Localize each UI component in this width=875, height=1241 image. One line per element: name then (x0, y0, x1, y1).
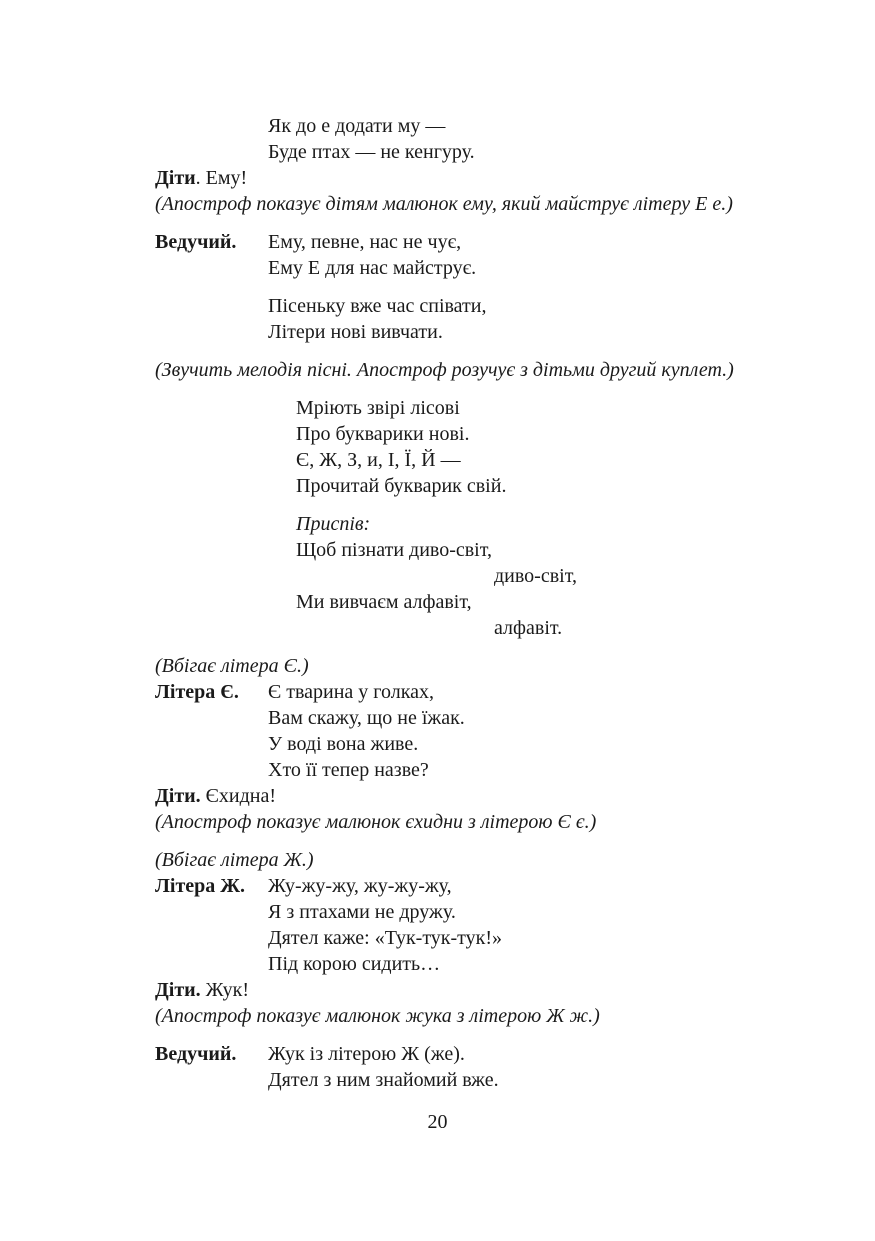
speaker-name: Літера Ж. (155, 875, 246, 897)
verse-line: Жук із літерою Ж (же). (268, 1043, 465, 1065)
stage-direction: (Вбігає літера Є.) (155, 655, 309, 677)
verse-line: Ему Е для нас майструє. (268, 257, 477, 279)
stage-direction: (Звучить мелодія пісні. Апостроф розучує з дітьми другий куплет.) (155, 359, 734, 381)
dialogue-text: Єхидна! (200, 785, 276, 807)
speaker-name: Діти. (155, 979, 201, 1001)
verse-line: Літери нові вивчати. (268, 321, 443, 343)
verse-line: Є тварина у голках, (268, 681, 434, 703)
speaker-name: Діти. (155, 785, 201, 807)
verse-line: Жу-жу-жу, жу-жу-жу, (268, 875, 452, 897)
verse-line: Я з птахами не дружу. (268, 901, 456, 923)
stage-direction: (Апостроф показує малюнок єхидни з літерою Є є.) (155, 811, 597, 833)
speaker-name: Ведучий. (155, 231, 237, 253)
dialogue-line (155, 166, 247, 190)
verse-line: Буде птах — не кенгуру. (268, 141, 475, 163)
song-line: Про букварики нові. (296, 423, 470, 445)
song-line: Є, Ж, З, и, І, Ї, Й — (296, 449, 461, 471)
verse-line: Хто її тепер назве? (268, 759, 429, 781)
song-line: Щоб пізнати диво-світ, (296, 539, 492, 561)
song-line: Прочитай букварик свій. (296, 475, 507, 497)
verse-line: У воді вона живе. (268, 733, 419, 755)
dialogue-text: Жук! (200, 979, 249, 1001)
verse-line: Пісеньку вже час співати, (268, 295, 487, 317)
speaker-name: Літера Є. (155, 681, 239, 703)
verse-line: Під корою сидить… (268, 953, 441, 975)
speaker-name: Ведучий. (155, 1043, 237, 1065)
speaker-name: Діти (155, 167, 196, 189)
dialogue-line (155, 978, 249, 1002)
song-line: алфавіт. (494, 617, 563, 639)
song-line: диво-світ, (494, 565, 577, 587)
stage-direction: (Вбігає літера Ж.) (155, 849, 314, 871)
page-number: 20 (427, 1111, 448, 1133)
verse-line: Дятел з ним знайомий вже. (268, 1069, 499, 1091)
chorus-label: Приспів: (296, 513, 371, 535)
song-line: Мріють звірі лісові (296, 397, 460, 419)
dialogue-line (155, 784, 276, 808)
verse-line: Ему, певне, нас не чує, (268, 231, 462, 253)
stage-direction: (Апостроф показує дітям малюнок ему, який майструє літеру Е е.) (155, 193, 733, 215)
dialogue-text: . Ему! (195, 167, 248, 189)
stage-direction: (Апостроф показує малюнок жука з літерою Ж ж.) (155, 1005, 600, 1027)
verse-line: Як до е додати му — (268, 115, 446, 137)
song-line: Ми вивчаєм алфавіт, (296, 591, 472, 613)
verse-line: Вам скажу, що не їжак. (268, 707, 465, 729)
verse-line: Дятел каже: «Тук-тук-тук!» (268, 927, 503, 949)
